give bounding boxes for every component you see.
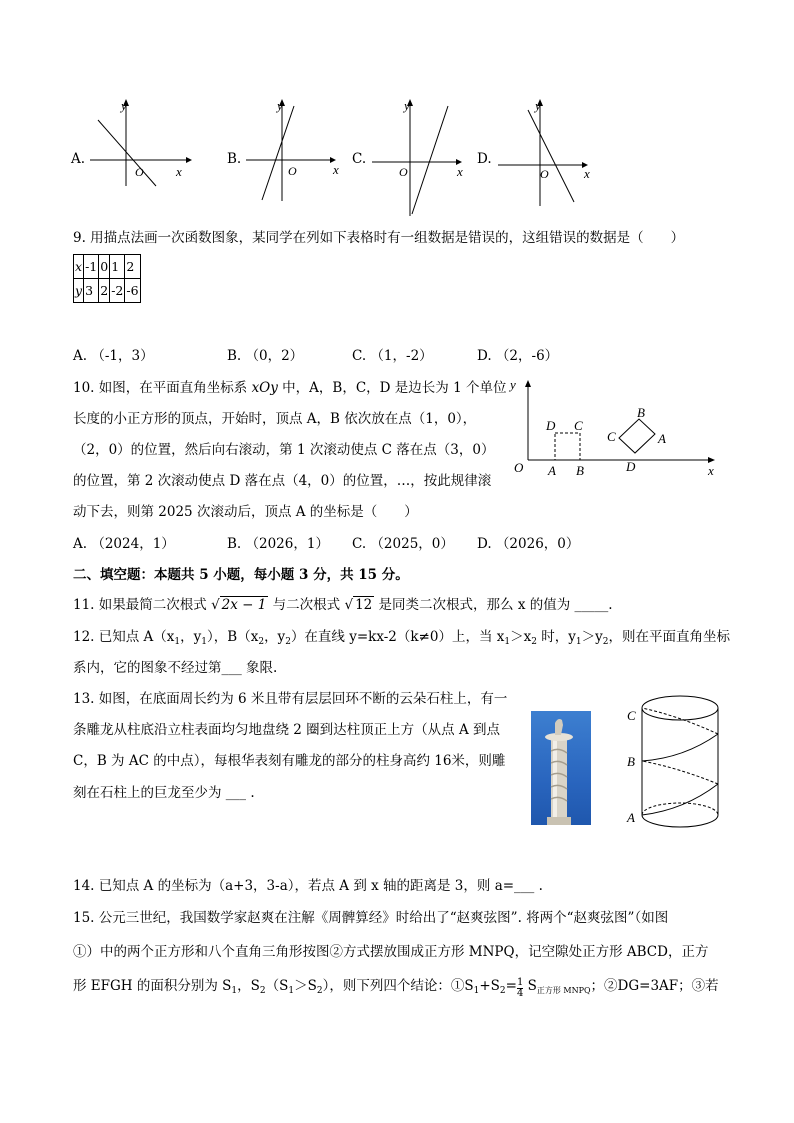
graph-a-label: A. [71,151,86,167]
q12-line2: 系内，它的图象不经过第___ 象限. [73,660,278,676]
graph-c-origin: O [399,165,408,179]
q12-text: ，则在平面直角坐标 [608,629,730,645]
graph-a-x: x [176,164,182,179]
q13-fig-a: A [627,810,635,825]
q13-line4: 刻在石柱上的巨龙至少为 ___ . [73,785,255,801]
graph-b [242,96,352,206]
table-cell: 2 [99,279,110,303]
q12-sub: 1 [174,637,181,647]
q15-frac-den: 4 [516,988,524,999]
q13-line1: 13. 如图，在底面周长约为 6 米且带有层层回环不断的云朵石柱上，有一 [73,691,508,707]
graph-d-y: y [535,98,541,113]
table-cell: x [74,255,84,279]
q13-fig-c: C [627,708,636,723]
q10-fig-origin: O [514,460,524,475]
q15-frac-num: 1 [516,977,524,988]
q10-fig-y: y [510,377,516,392]
q10-line5: 动下去，则第 2025 次滚动后，顶点 A 的坐标是（ ） [73,504,418,520]
q9-option-c: C. （1，-2） [352,348,433,364]
q15-text: +S [479,978,500,994]
q15-text: 形 EFGH 的面积分别为 S [73,978,232,994]
table-cell: -2 [110,279,125,303]
q13-line3: C，B 为 AC 的中点），每根华表刻有雕龙的部分的柱身高约 16米，则雕 [73,753,506,769]
q10-option-c: C. （2025，0） [352,536,454,552]
graph-a-y: y [121,98,127,113]
q12-text: 12. 已知点 A（x [73,629,175,645]
q13-cylinder-figure [624,688,724,830]
graph-d-x: x [584,166,590,181]
q15-line2: ①）中的两个正方形和八个直角三角形按图②方式摆放围成正方形 MNPQ，记空隙处正方形 ABCD，正方 [73,944,709,960]
q15-text: ＞S [294,978,317,994]
q9-stem: 9. 用描点法画一次函数图象，某同学在列如下表格时有一组数据是错误的，这组错误的数据是（ ） [73,230,685,246]
q9-table [73,254,141,303]
q11-c: 是同类二次根式，那么 x 的值为 _____. [374,597,613,613]
q10-fig-d1: D [546,418,556,433]
graph-b-x: x [333,162,339,177]
q15-sub: 2 [499,986,506,996]
q10-fig-b1: B [576,463,584,477]
q12-sub: 2 [602,637,609,647]
q11-radical-1: √ 2x − 1 [211,597,267,613]
section-title: 二、填空题：本题共 5 小题，每小题 3 分，共 15 分。 [73,567,409,583]
table-row [74,279,141,303]
q15-sub: 正方形 MNPQ [536,986,591,995]
q13-line2: 条雕龙从柱底沿立柱表面均匀地盘绕 2 圈到达柱顶正上方（从点 A 到点 [73,722,501,738]
graph-b-label: B. [227,151,242,167]
q10-figure [508,375,724,477]
q10-option-b: B. （2026，1） [227,536,329,552]
graph-a [86,96,196,188]
q10-fig-d2: D [626,459,636,474]
q15-sub: 2 [316,986,323,996]
q10-option-a: A. （2024，1） [73,536,175,552]
table-cell: 1 [110,255,125,279]
q15-text: （S [265,978,289,994]
graph-c-x: x [457,164,463,179]
q15-sub: 1 [288,986,295,996]
q14-line: 14. 已知点 A 的坐标为（a+3，3-a），若点 A 到 x 轴的距离是 3，则 a=___ . [73,878,543,894]
q11-b: 与二次根式 [268,597,345,613]
table-cell: 3 [84,279,99,303]
graph-a-origin: O [135,165,144,179]
q12-sub: 1 [504,637,511,647]
table-cell: -1 [84,255,99,279]
q10-fig-c1: C [574,418,583,433]
graph-c-label: C. [352,151,367,167]
q15-text: ；②DG=3AF；③若 [590,978,719,994]
q11-radicand-1: 2x − 1 [221,597,267,613]
q10-fig-b2: B [637,405,645,420]
q10-line2: 长度的小正方形的顶点，开始时，顶点 A，B 依次放在点（1，0）， [73,411,477,427]
q15-line3 [73,978,719,999]
table-row [74,255,141,279]
q10-fig-x: x [708,463,714,477]
q10-line1c: 中，A，B，C，D 是边长为 1 个单位 [277,380,507,396]
q12-sub: 2 [285,637,291,647]
q12-sub: 2 [531,637,537,647]
huabiao-pillar-illustration [531,711,591,825]
q11-radicand-2: 12 [355,597,373,613]
q10-fig-c2: C [607,429,616,444]
q12-sub: 2 [258,637,265,647]
q15-text: ），则下列四个结论：①S [322,978,474,994]
q10-option-d: D. （2026，0） [477,536,580,552]
q10-fig-a1: A [548,463,556,477]
q12-text: ）在直线 y=kx-2（k≠0）上，当 x [290,629,505,645]
graph-b-origin: O [288,164,297,178]
q12-sub: 1 [201,637,208,647]
table-cell: y [74,279,84,303]
q9-option-b: B. （0，2） [227,348,304,364]
q11-line [73,597,613,613]
table-cell: -6 [125,279,140,303]
q15-line1: 15. 公元三世纪，我国数学家赵爽在注解《周髀算经》时给出了“赵爽弦图”. 将两个“赵爽弦图”（如图 [73,910,669,926]
q10-line1 [73,380,506,396]
q10-line4: 的位置，第 2 次滚动使点 D 落在点（4，0）的位置，…，按此规律滚 [73,473,492,489]
q10-line1b: xOy [251,380,278,396]
graph-d-label: D. [477,151,492,167]
q10-fig-a2: A [658,431,666,446]
q11-a: 11. 如果最简二次根式 [73,597,212,613]
q15-text: S [523,978,537,994]
q12-text: ＞x [510,629,532,645]
q12-text: ＞y [581,629,603,645]
q12-text: 时，y [536,629,576,645]
graph-c [368,96,473,218]
graph-d [494,96,598,208]
q9-option-d: D. （2，-6） [477,348,559,364]
q15-sub: 1 [231,986,238,996]
graph-d-origin: O [540,167,549,181]
q12-text: ），B（x [207,629,259,645]
q15-text: = [505,978,517,994]
huabiao-photo [531,711,591,825]
q9-option-a: A. （-1，3） [73,348,154,364]
q12-text: ，y [180,629,202,645]
graph-options-row [0,0,794,220]
q10-line1a: 10. 如图，在平面直角坐标系 [73,380,252,396]
q12-line1 [73,629,730,650]
graph-c-y: y [404,98,410,113]
q15-text: ，S [237,978,260,994]
table-cell: 2 [125,255,140,279]
q15-sub: 1 [473,986,480,996]
q12-text: ，y [264,629,286,645]
q10-line3: （2，0）的位置，然后向右滚动，第 1 次滚动使点 C 落在点（3，0） [73,442,495,458]
q13-fig-b: B [627,754,635,769]
q15-sub: 2 [259,986,266,996]
q12-sub: 1 [575,637,582,647]
q11-radical-2: √ 12 [344,597,373,613]
table-cell: 0 [99,255,110,279]
graph-b-y: y [277,98,283,113]
